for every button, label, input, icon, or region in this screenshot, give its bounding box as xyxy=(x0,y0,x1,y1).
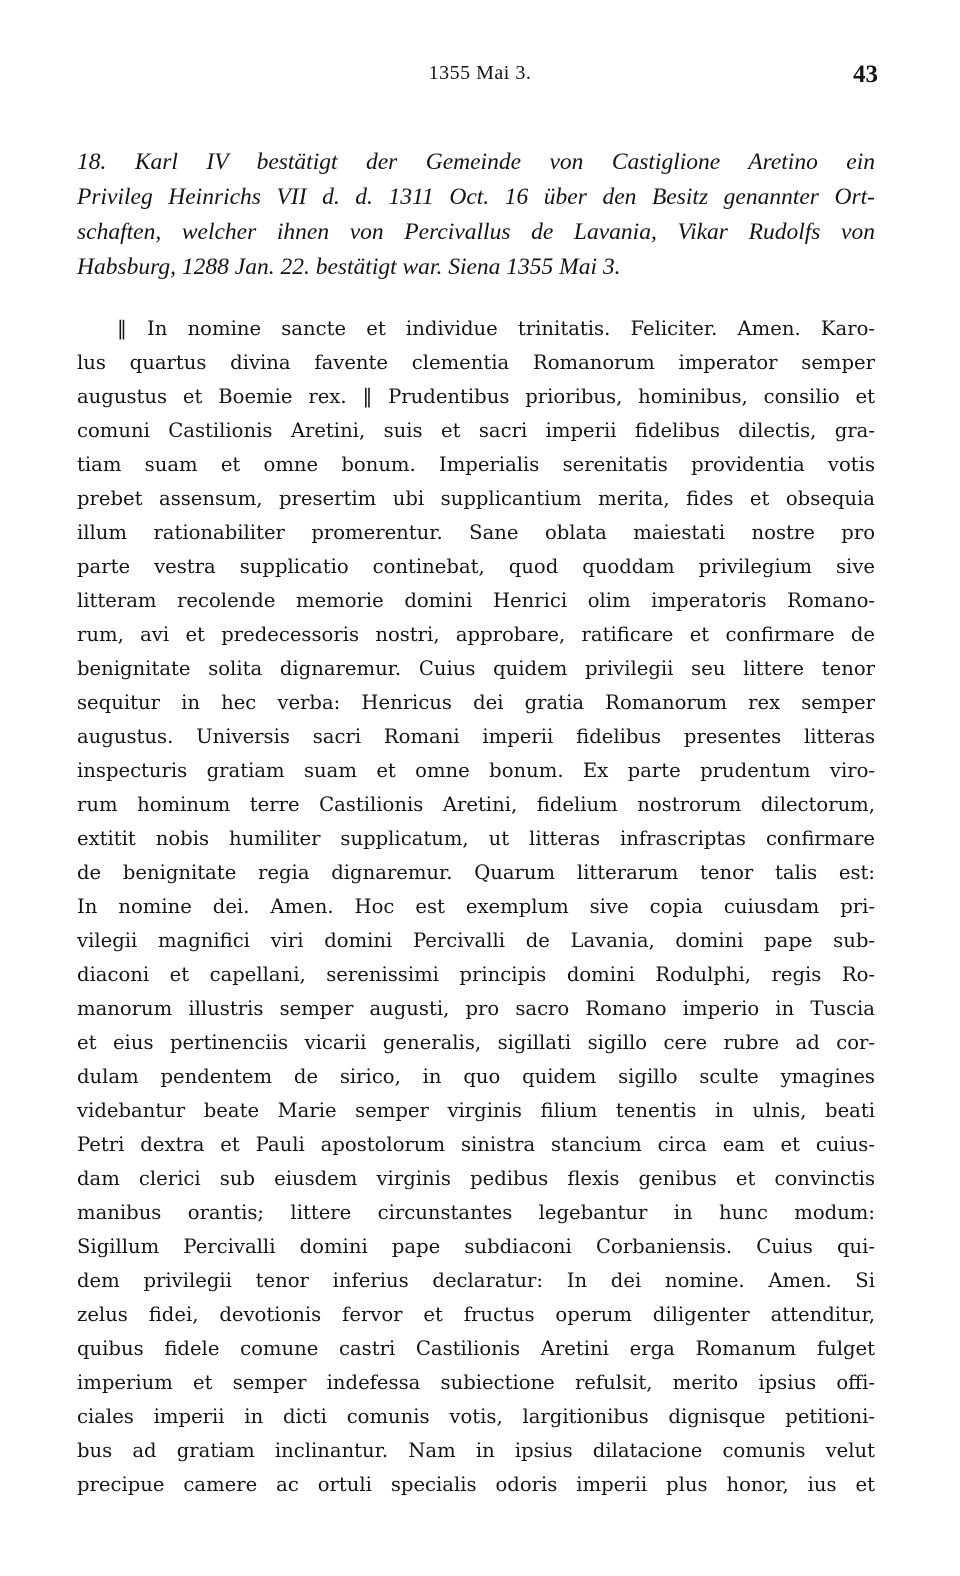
body-line: lus quartus divina favente clementia Romanorum imperator semper xyxy=(77,351,875,374)
body-line: diaconi et capellani, serenissimi principis domini Rodulphi, regis Ro- xyxy=(77,963,875,986)
body-line: et eius pertinenciis vicarii generalis, sigillati sigillo cere rubre ad cor- xyxy=(77,1031,875,1054)
body-line: rum hominum terre Castilionis Aretini, fidelium nostrorum dilectorum, xyxy=(77,793,875,816)
body-line: litteram recolende memorie domini Henrici olim imperatoris Romano- xyxy=(77,589,875,612)
body-line: precipue camere ac ortuli specialis odoris imperii plus honor, ius et xyxy=(77,1473,875,1496)
body-line: dam clerici sub eiusdem virginis pedibus flexis genibus et convinctis xyxy=(77,1167,875,1190)
body-line: manibus orantis; littere circunstantes legebantur in hunc modum: xyxy=(77,1201,875,1224)
body-line: In nomine dei. Amen. Hoc est exemplum sive copia cuiusdam pri- xyxy=(77,895,875,918)
heading-line: 18. Karl IV bestätigt der Gemeinde von Castiglione Aretino ein xyxy=(77,149,875,175)
heading-line: Privileg Heinrichs VII d. d. 1311 Oct. 16 über den Besitz genannter Ort- xyxy=(77,184,875,210)
body-line: tiam suam et omne bonum. Imperialis serenitatis providentia votis xyxy=(77,453,875,476)
body-line: videbantur beate Marie semper virginis filium tenentis in ulnis, beati xyxy=(77,1099,875,1122)
body-line: illum rationabiliter promerentur. Sane oblata maiestati nostre pro xyxy=(77,521,875,544)
body-line: vilegii magnifici viri domini Percivalli de Lavania, domini pape sub- xyxy=(77,929,875,952)
body-line: sequitur in hec verba: Henricus dei gratia Romanorum rex semper xyxy=(77,691,875,714)
body-line: augustus et Boemie rex. ‖ Prudentibus prioribus, hominibus, consilio et xyxy=(77,385,875,408)
body-line: ‖ In nomine sancte et individue trinitatis. Feliciter. Amen. Karo- xyxy=(117,317,875,340)
body-line: prebet assensum, presertim ubi supplicantium merita, fides et obsequia xyxy=(77,487,875,510)
body-line: quibus fidele comune castri Castilionis Aretini erga Romanum fulget xyxy=(77,1337,875,1360)
body-line: de benignitate regia dignaremur. Quarum litterarum tenor talis est: xyxy=(77,861,875,884)
heading-line: Habsburg, 1288 Jan. 22. bestätigt war. Siena 1355 Mai 3. xyxy=(77,254,621,280)
body-line: dem privilegii tenor inferius declaratur: In dei nomine. Amen. Si xyxy=(77,1269,875,1292)
body-line: Petri dextra et Pauli apostolorum sinistra stancium circa eam et cuius- xyxy=(77,1133,875,1156)
body-line: augustus. Universis sacri Romani imperii fidelibus presentes litteras xyxy=(77,725,875,748)
running-head-title: 1355 Mai 3. xyxy=(428,62,532,84)
body-line: dulam pendentem de sirico, in quo quidem sigillo sculte ymagines xyxy=(77,1065,875,1088)
body-line: Sigillum Percivalli domini pape subdiaconi Corbaniensis. Cuius qui- xyxy=(77,1235,875,1258)
body-line: imperium et semper indefessa subiectione refulsit, merito ipsius offi- xyxy=(77,1371,875,1394)
body-line: ciales imperii in dicti comunis votis, largitionibus dignisque petitioni- xyxy=(77,1405,875,1428)
body-line: extitit nobis humiliter supplicatum, ut litteras infrascriptas confirmare xyxy=(77,827,875,850)
body-line: comuni Castilionis Aretini, suis et sacri imperii fidelibus dilectis, gra- xyxy=(77,419,875,442)
body-line: bus ad gratiam inclinantur. Nam in ipsius dilatacione comunis velut xyxy=(77,1439,875,1462)
body-line: rum, avi et predecessoris nostri, approbare, ratificare et confirmare de xyxy=(77,623,875,646)
body-line: zelus fidei, devotionis fervor et fructus operum diligenter attenditur, xyxy=(77,1303,875,1326)
page-number: 43 xyxy=(853,61,878,88)
body-line: inspecturis gratiam suam et omne bonum. Ex parte prudentum viro- xyxy=(77,759,875,782)
body-line: benignitate solita dignaremur. Cuius quidem privilegii seu littere tenor xyxy=(77,657,875,680)
body-line: manorum illustris semper augusti, pro sacro Romano imperio in Tuscia xyxy=(77,997,875,1020)
body-line: parte vestra supplicatio continebat, quod quoddam privilegium sive xyxy=(77,555,875,578)
running-head xyxy=(0,62,960,92)
heading-line: schaften, welcher ihnen von Percivallus de Lavania, Vikar Rudolfs von xyxy=(77,219,875,245)
